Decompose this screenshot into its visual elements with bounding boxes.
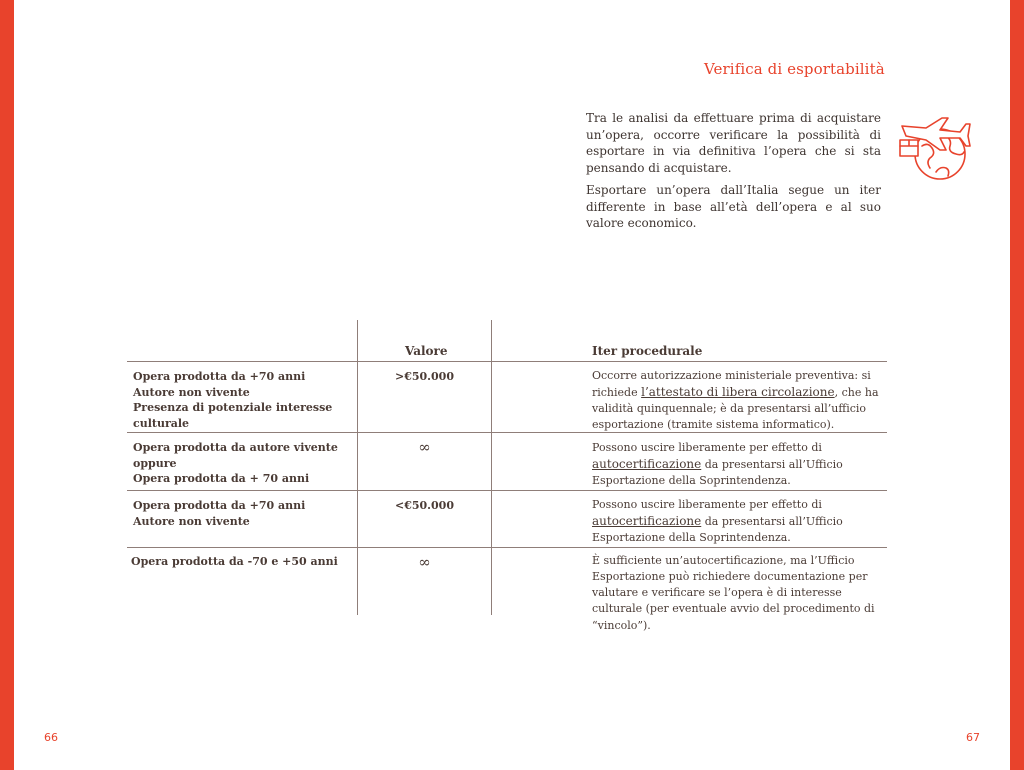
attestato-link[interactable]: l’attestato di libera circolazione bbox=[641, 385, 835, 399]
table-row-condition bbox=[133, 440, 348, 487]
iter-text: , che ha validità quinquennale; è da presentarsi all’ufficio esportazione (tramite sistema informatico). bbox=[592, 386, 879, 431]
intro-text bbox=[586, 110, 881, 238]
right-accent-border bbox=[1010, 0, 1024, 770]
condition-line: Opera prodotta da -70 e +50 anni bbox=[131, 555, 338, 568]
iter-text: Possono uscire liberamente per effetto di bbox=[592, 498, 822, 511]
page-number-right: 67 bbox=[966, 731, 980, 744]
condition-line: Presenza di potenziale interesse bbox=[133, 401, 333, 414]
table-row-iter bbox=[592, 368, 892, 433]
table-row-valore: ∞ bbox=[418, 438, 431, 456]
intro-paragraph-1: Tra le analisi da effettuare prima di acquistare un’opera, occorre verificare la possibilità di esportare in via definitiva l’opera che si sta pensando di acquistare. bbox=[586, 111, 881, 175]
table-row-iter bbox=[592, 440, 876, 489]
table-row-iter bbox=[592, 497, 876, 546]
table-divider-v2 bbox=[491, 320, 492, 615]
table-row-condition bbox=[133, 369, 348, 431]
table-row-rule bbox=[127, 490, 887, 491]
intro-paragraph-2: Esportare un’opera dall’Italia segue un iter differente in base all’età dell’opera e al suo valore economico. bbox=[586, 183, 881, 230]
condition-line: Autore non vivente bbox=[133, 514, 250, 528]
autocertificazione-link[interactable]: autocertificazione bbox=[592, 457, 702, 471]
column-header-iter: Iter procedurale bbox=[592, 344, 703, 358]
autocertificazione-link[interactable]: autocertificazione bbox=[592, 514, 702, 528]
page-title: Verifica di esportabilità bbox=[704, 60, 885, 78]
iter-text: È sufficiente un’autocertificazione, ma l’Ufficio Esportazione può richiedere documentazione per valutare e verificare se l’opera è di interesse culturale (per eventuale avvio del procedimento di “vincolo”). bbox=[592, 554, 875, 632]
condition-line: Opera prodotta da +70 anni bbox=[133, 370, 306, 383]
condition-line: Opera prodotta da autore vivente bbox=[133, 441, 338, 454]
table-row-valore: <€50.000 bbox=[395, 499, 454, 512]
iter-text: Occorre autorizzazione ministeriale preventiva: si richiede bbox=[592, 369, 871, 399]
left-accent-border bbox=[0, 0, 14, 770]
condition-line: Opera prodotta da +70 anni bbox=[133, 499, 306, 512]
table-row-iter bbox=[592, 553, 888, 634]
condition-line: oppure bbox=[133, 456, 177, 470]
iter-text: Possono uscire liberamente per effetto di bbox=[592, 441, 822, 454]
iter-text: da presentarsi all’Ufficio Esportazione della Soprintendenza. bbox=[592, 515, 843, 544]
table-row-condition bbox=[133, 498, 348, 529]
condition-line: Autore non vivente bbox=[133, 385, 250, 399]
table-row-condition bbox=[131, 554, 346, 570]
iter-text: da presentarsi all’Ufficio Esportazione della Soprintendenza. bbox=[592, 458, 843, 487]
condition-line: Opera prodotta da + 70 anni bbox=[133, 472, 310, 485]
table-row-valore: ∞ bbox=[418, 553, 431, 571]
table-row-valore: >€50.000 bbox=[395, 370, 454, 383]
globe-airplane-package-icon bbox=[896, 106, 974, 184]
condition-line: culturale bbox=[133, 416, 190, 430]
column-header-valore: Valore bbox=[405, 344, 448, 358]
table-row-rule bbox=[127, 547, 887, 548]
page-number-left: 66 bbox=[44, 731, 58, 744]
table-header-rule bbox=[127, 361, 887, 362]
